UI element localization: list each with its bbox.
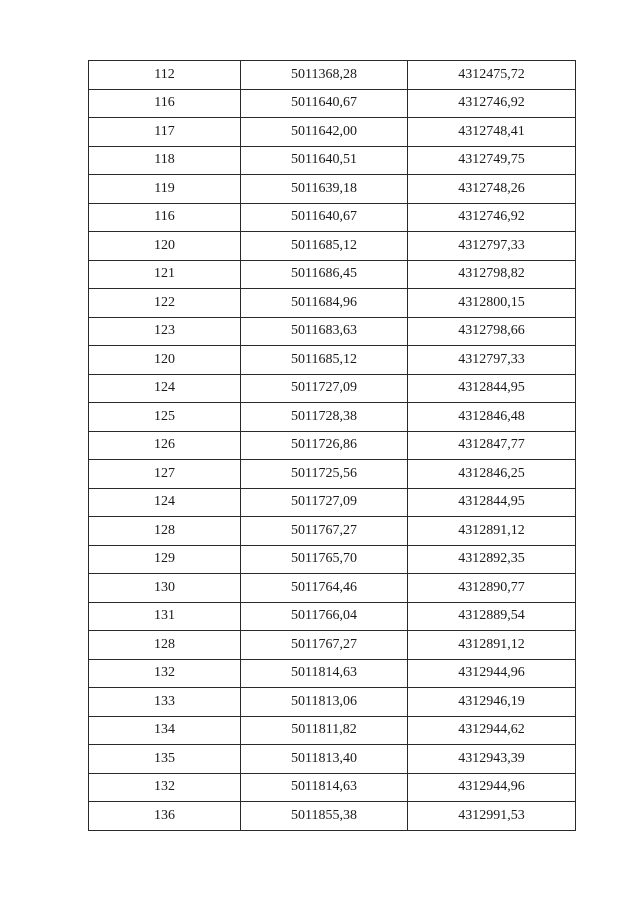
y-coordinate-cell: 4312844,95 — [408, 488, 576, 517]
table-row — [89, 745, 576, 774]
x-coordinate-cell: 5011811,82 — [241, 716, 408, 745]
point-number-cell: 120 — [89, 232, 241, 261]
y-coordinate-cell: 4312798,66 — [408, 317, 576, 346]
table-row — [89, 118, 576, 147]
x-coordinate-cell: 5011814,63 — [241, 659, 408, 688]
x-coordinate-cell: 5011764,46 — [241, 574, 408, 603]
table-row — [89, 289, 576, 318]
x-coordinate-cell: 5011728,38 — [241, 403, 408, 432]
point-number-cell: 120 — [89, 346, 241, 375]
table-row — [89, 716, 576, 745]
y-coordinate-cell: 4312749,75 — [408, 146, 576, 175]
x-coordinate-cell: 5011767,27 — [241, 631, 408, 660]
x-coordinate-cell: 5011725,56 — [241, 460, 408, 489]
table-row — [89, 517, 576, 546]
x-coordinate-cell: 5011813,40 — [241, 745, 408, 774]
point-number-cell: 123 — [89, 317, 241, 346]
table-row — [89, 488, 576, 517]
x-coordinate-cell: 5011855,38 — [241, 802, 408, 831]
y-coordinate-cell: 4312890,77 — [408, 574, 576, 603]
point-number-cell: 133 — [89, 688, 241, 717]
y-coordinate-cell: 4312944,96 — [408, 773, 576, 802]
point-number-cell: 132 — [89, 659, 241, 688]
y-coordinate-cell: 4312946,19 — [408, 688, 576, 717]
table-row — [89, 203, 576, 232]
table-row — [89, 317, 576, 346]
x-coordinate-cell: 5011683,63 — [241, 317, 408, 346]
point-number-cell: 125 — [89, 403, 241, 432]
y-coordinate-cell: 4312944,96 — [408, 659, 576, 688]
x-coordinate-cell: 5011813,06 — [241, 688, 408, 717]
table-row — [89, 175, 576, 204]
y-coordinate-cell: 4312844,95 — [408, 374, 576, 403]
y-coordinate-cell: 4312944,62 — [408, 716, 576, 745]
table-row — [89, 688, 576, 717]
y-coordinate-cell: 4312892,35 — [408, 545, 576, 574]
point-number-cell: 116 — [89, 89, 241, 118]
table-row — [89, 460, 576, 489]
x-coordinate-cell: 5011726,86 — [241, 431, 408, 460]
y-coordinate-cell: 4312891,12 — [408, 631, 576, 660]
y-coordinate-cell: 4312847,77 — [408, 431, 576, 460]
point-number-cell: 112 — [89, 61, 241, 90]
point-number-cell: 117 — [89, 118, 241, 147]
x-coordinate-cell: 5011766,04 — [241, 602, 408, 631]
point-number-cell: 129 — [89, 545, 241, 574]
y-coordinate-cell: 4312846,48 — [408, 403, 576, 432]
table-row — [89, 346, 576, 375]
table-row — [89, 545, 576, 574]
x-coordinate-cell: 5011727,09 — [241, 374, 408, 403]
x-coordinate-cell: 5011684,96 — [241, 289, 408, 318]
point-number-cell: 128 — [89, 631, 241, 660]
coordinates-table-body — [89, 61, 576, 831]
x-coordinate-cell: 5011642,00 — [241, 118, 408, 147]
x-coordinate-cell: 5011640,67 — [241, 89, 408, 118]
point-number-cell: 131 — [89, 602, 241, 631]
point-number-cell: 135 — [89, 745, 241, 774]
table-row — [89, 574, 576, 603]
y-coordinate-cell: 4312746,92 — [408, 203, 576, 232]
x-coordinate-cell: 5011685,12 — [241, 232, 408, 261]
y-coordinate-cell: 4312746,92 — [408, 89, 576, 118]
point-number-cell: 136 — [89, 802, 241, 831]
table-row — [89, 659, 576, 688]
x-coordinate-cell: 5011767,27 — [241, 517, 408, 546]
x-coordinate-cell: 5011814,63 — [241, 773, 408, 802]
x-coordinate-cell: 5011640,67 — [241, 203, 408, 232]
y-coordinate-cell: 4312797,33 — [408, 232, 576, 261]
point-number-cell: 134 — [89, 716, 241, 745]
y-coordinate-cell: 4312889,54 — [408, 602, 576, 631]
x-coordinate-cell: 5011727,09 — [241, 488, 408, 517]
y-coordinate-cell: 4312475,72 — [408, 61, 576, 90]
y-coordinate-cell: 4312943,39 — [408, 745, 576, 774]
point-number-cell: 128 — [89, 517, 241, 546]
y-coordinate-cell: 4312846,25 — [408, 460, 576, 489]
point-number-cell: 130 — [89, 574, 241, 603]
point-number-cell: 121 — [89, 260, 241, 289]
y-coordinate-cell: 4312798,82 — [408, 260, 576, 289]
y-coordinate-cell: 4312800,15 — [408, 289, 576, 318]
table-row — [89, 146, 576, 175]
coordinates-table — [88, 60, 576, 831]
y-coordinate-cell: 4312891,12 — [408, 517, 576, 546]
x-coordinate-cell: 5011639,18 — [241, 175, 408, 204]
table-row — [89, 61, 576, 90]
y-coordinate-cell: 4312748,41 — [408, 118, 576, 147]
x-coordinate-cell: 5011765,70 — [241, 545, 408, 574]
table-row — [89, 89, 576, 118]
x-coordinate-cell: 5011368,28 — [241, 61, 408, 90]
point-number-cell: 124 — [89, 374, 241, 403]
table-row — [89, 802, 576, 831]
table-row — [89, 773, 576, 802]
table-row — [89, 232, 576, 261]
table-row — [89, 403, 576, 432]
point-number-cell: 132 — [89, 773, 241, 802]
table-row — [89, 374, 576, 403]
point-number-cell: 122 — [89, 289, 241, 318]
x-coordinate-cell: 5011685,12 — [241, 346, 408, 375]
point-number-cell: 126 — [89, 431, 241, 460]
y-coordinate-cell: 4312748,26 — [408, 175, 576, 204]
y-coordinate-cell: 4312991,53 — [408, 802, 576, 831]
y-coordinate-cell: 4312797,33 — [408, 346, 576, 375]
table-row — [89, 260, 576, 289]
x-coordinate-cell: 5011640,51 — [241, 146, 408, 175]
point-number-cell: 116 — [89, 203, 241, 232]
point-number-cell: 127 — [89, 460, 241, 489]
point-number-cell: 119 — [89, 175, 241, 204]
x-coordinate-cell: 5011686,45 — [241, 260, 408, 289]
table-row — [89, 631, 576, 660]
table-row — [89, 431, 576, 460]
table-row — [89, 602, 576, 631]
point-number-cell: 118 — [89, 146, 241, 175]
point-number-cell: 124 — [89, 488, 241, 517]
